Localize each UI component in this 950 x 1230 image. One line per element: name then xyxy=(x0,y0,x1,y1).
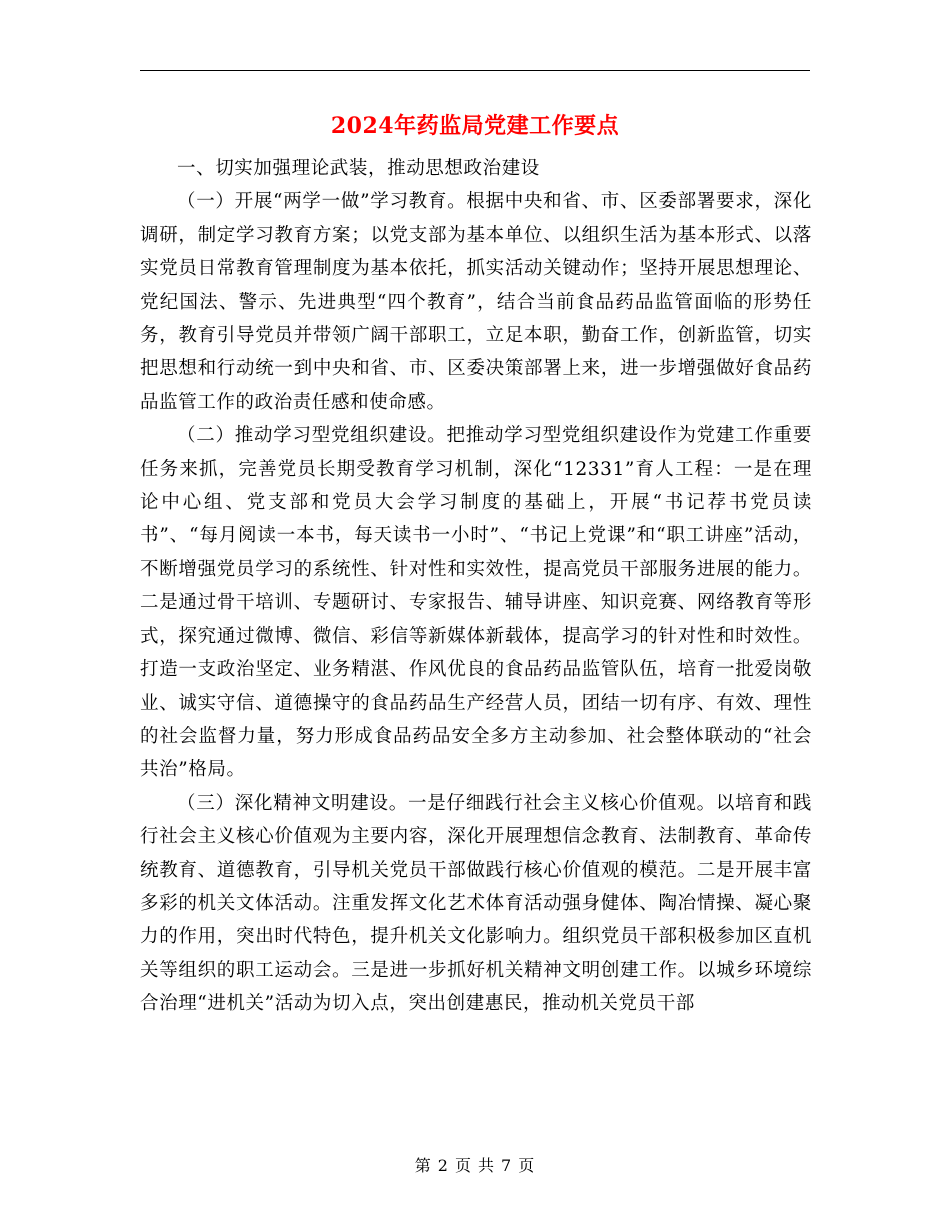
footer-prefix: 第 xyxy=(414,1156,432,1175)
paragraph: （一）开展“两学一做”学习教育。根据中央和省、市、区委部署要求，深化调研，制定学习教育方案；以党支部为基本单位、以组织生活为基本形式、以落实党员日常教育管理制度为基本依托，抓实活动关键动作；坚持开展思想理论、党纪国法、警示、先进典型“四个教育”，结合当前食品药品监管面临的形势任务，教育引导党员并带领广阔干部职工，立足本职，勤奋工作，创新监管，切实把思想和行动统一到中央和省、市、区委决策部署上来，进一步增强做好食品药品监管工作的政治责任感和使命感。 xyxy=(140,191,812,413)
section-heading: 一、切实加强理论武装，推动思想政治建设 xyxy=(177,158,540,179)
header-rule xyxy=(140,70,810,71)
footer-suffix: 页 xyxy=(518,1156,536,1175)
footer-middle: 页 共 xyxy=(454,1156,496,1175)
paragraph: （三）深化精神文明建设。一是仔细践行社会主义核心价值观。以培育和践行社会主义核心价值观为主要内容，深化开展理想信念教育、法制教育、革命传统教育、道德教育，引导机关党员干部做践行核心价值观的模范。二是开展丰富多彩的机关文体活动。注重发挥文化艺术体育活动强身健体、陶冶情操、凝心聚力的作用，突出时代特色，提升机关文化影响力。组织党员干部积极参加区直机关等组织的职工运动会。三是进一步抓好机关精神文明创建工作。以城乡环境综合治理“进机关”活动为切入点，突出创建惠民，推动机关党员干部 xyxy=(140,792,812,1015)
footer-total-pages: 7 xyxy=(501,1156,513,1175)
document-title: 2024年药监局党建工作要点 xyxy=(330,113,620,139)
paragraph: （二）推动学习型党组织建设。把推动学习型党组织建设作为党建工作重要任务来抓，完善党员长期受教育学习机制，深化“12331”育人工程：一是在理论中心组、党支部和党员大会学习制度的基础上，开展“书记荐书党员读书”、“每月阅读一本书，每天读书一小时”、“书记上党课”和“职工讲座”活动，不断增强党员学习的系统性、针对性和实效性，提高党员干部服务进展的能力。二是通过骨干培训、专题研讨、专家报告、辅导讲座、知识竞赛、网络教育等形式，探究通过微博、微信、彩信等新媒体新载体，提高学习的针对性和时效性。打造一支政治坚定、业务精湛、作风优良的食品药品监管队伍，培育一批爱岗敬业、诚实守信、道德操守的食品药品生产经营人员，团结一切有序、有效、理性的社会监督力量，努力形成食品药品安全多方主动参加、社会整体联动的“社会共治”格局。 xyxy=(140,425,812,781)
document-body xyxy=(140,152,812,1021)
footer-current-page: 2 xyxy=(437,1156,449,1175)
page-footer xyxy=(0,1153,950,1176)
